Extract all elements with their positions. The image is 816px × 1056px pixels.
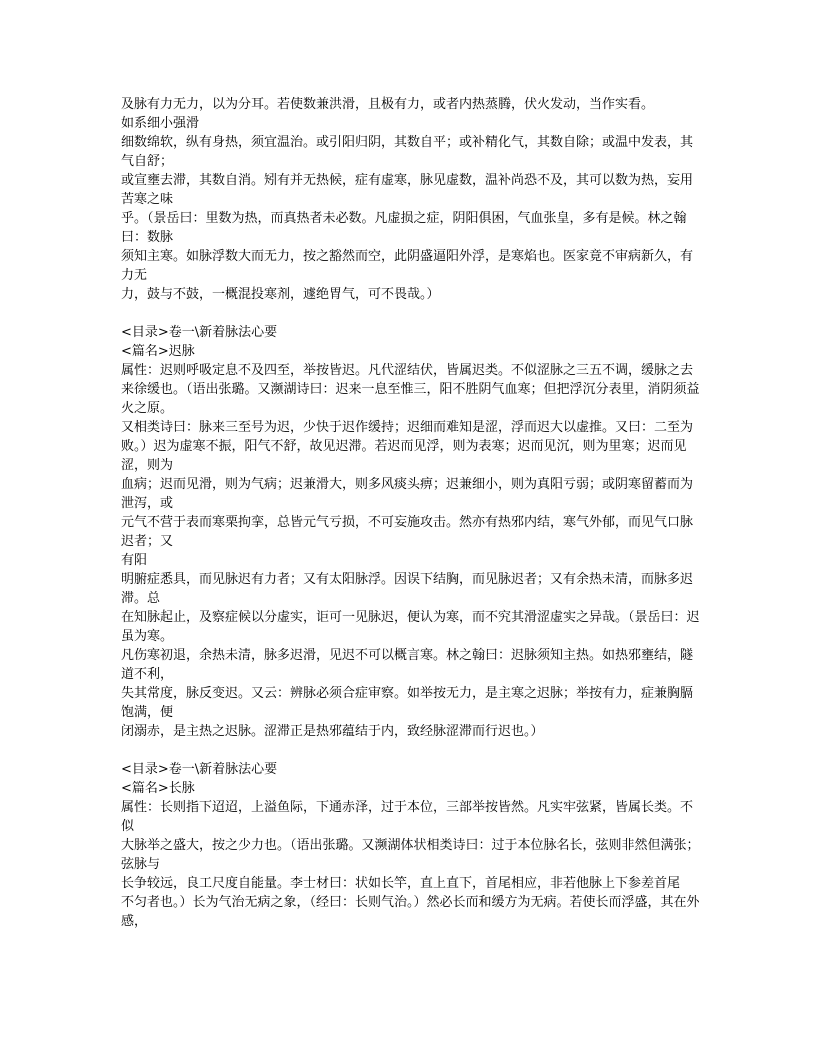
text-line: 或宣壅去滞，其数自消。矧有并无热候，症有虚寒，脉见虚数，温补尚恐不及，其可以数为热，妄用苦寒之味 xyxy=(121,173,694,207)
text-line: 属性：迟则呼吸定息不及四至，举按皆迟。凡代涩结伏，皆属迟类。不似涩脉之三五不调，缓脉之去 xyxy=(121,363,694,378)
text-line: 血病；迟而见滑，则为气病；迟兼滑大，则多风痰头痹；迟兼细小，则为真阳亏弱；或阴寒留蓄而为泄泻，或 xyxy=(121,477,694,511)
text-line: 须知主寒。如脉浮数大而无力，按之豁然而空，此阴盛逼阳外浮，是寒焰也。医家竟不审病新久，有力无 xyxy=(121,249,694,283)
text-line: 大脉举之盛大，按之少力也。（语出张璐。又濒湖体状相类诗曰：过于本位脉名长，弦则非然但满张；弦脉与 xyxy=(121,838,700,872)
text-line: 如系细小强滑 xyxy=(121,116,200,131)
text-line: 来徐缓也。（语出张璐。又濒湖诗曰：迟来一息至惟三，阳不胜阴气血寒；但把浮沉分表里，消阴须益火之原。 xyxy=(121,382,700,416)
text-line: 败。）迟为虚寒不振，阳气不舒，故见迟滞。若迟而见浮，则为表寒；迟而见沉，则为里寒；迟而见涩，则为 xyxy=(121,439,687,473)
text-line: <篇名>长脉 xyxy=(121,781,195,796)
text-line: 失其常度，脉反变迟。又云：辨脉必须合症审察。如举按无力，是主寒之迟脉；举按有力，症兼胸膈饱满，便 xyxy=(121,686,694,720)
text-line: <篇名>迟脉 xyxy=(121,344,195,359)
text-section xyxy=(121,95,701,304)
text-section xyxy=(121,760,701,931)
text-line: 有阳 xyxy=(121,553,148,568)
text-line: 乎。（景岳曰：里数为热，而真热者未必数。凡虚损之症，阴阳俱困，气血张皇，多有是候。林之翰曰：数脉 xyxy=(121,211,687,245)
text-line: 长争较远，良工尺度自能量。李士材曰：状如长竿，直上直下，首尾相应，非若他脉上下参差首尾 xyxy=(121,876,681,891)
text-line: 不匀者也。）长为气治无病之象，（经曰：长则气治。）然必长而和缓方为无病。若使长而浮盛，其在外感， xyxy=(121,895,700,929)
text-line: 在知脉起止，及察症候以分虚实，讵可一见脉迟，便认为寒，而不究其滑涩虚实之异哉。（景岳曰：迟虽为寒。 xyxy=(121,610,700,644)
text-line: 属性：长则指下迢迢，上溢鱼际，下通赤泽，过于本位，三部举按皆然。凡实牢弦紧，皆属长类。不似 xyxy=(121,800,694,834)
text-line: <目录>卷一\新着脉法心要 xyxy=(121,325,278,340)
section-gap xyxy=(121,304,701,323)
text-line: 力，鼓与不鼓，一概混投寒剂，遽绝胃气，可不畏哉。） xyxy=(121,287,440,302)
text-line: 凡伤寒初退，余热未清，脉多迟滑，见迟不可以概言寒。林之翰曰：迟脉须知主热。如热邪壅结，隧道不利， xyxy=(121,648,694,682)
text-section xyxy=(121,323,701,741)
text-line: 又相类诗曰：脉来三至号为迟，少快于迟作缓持；迟细而难知是涩，浮而迟大以虚推。又曰：二至为 xyxy=(121,420,694,435)
text-line: 元气不营于表而寒栗拘挛，总皆元气亏损，不可妄施攻击。然亦有热邪内结，寒气外郁，而见气口脉迟者；又 xyxy=(121,515,694,549)
section-gap xyxy=(121,741,701,760)
text-line: 闭溺赤，是主热之迟脉。涩滞正是热邪蕴结于内，致经脉涩滞而行迟也。） xyxy=(121,724,544,739)
text-line: 细数绵软，纵有身热，须宜温治。或引阳归阴，其数自平；或补精化气，其数自除；或温中发表，其气自舒； xyxy=(121,135,694,169)
text-line: 及脉有力无力，以为分耳。若使数兼洪滑，且极有力，或者内热蒸腾，伏火发动，当作实看。 xyxy=(121,97,655,112)
text-line: 明腑症悉具，而见脉迟有力者；又有太阳脉浮。因误下结胸，而见脉迟者；又有余热未清，而脉多迟滞。总 xyxy=(121,572,694,606)
text-line: <目录>卷一\新着脉法心要 xyxy=(121,762,278,777)
document-page xyxy=(121,95,701,931)
